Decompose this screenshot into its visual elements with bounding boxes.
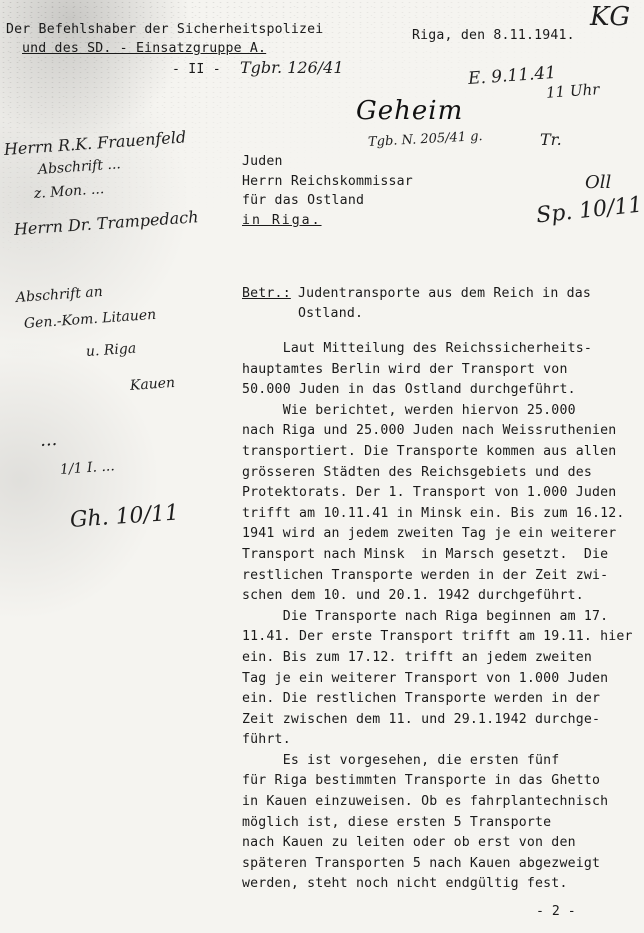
signature-right-2: Sp. 10/11	[534, 192, 644, 229]
body-line: trifft am 10.11.41 in Minsk ein. Bis zum 16.12.	[242, 505, 625, 521]
margin-note-3: z. Mon. ...	[33, 181, 105, 202]
body-line: 50.000 Juden in das Ostland durchgeführt.	[242, 382, 576, 398]
margin-note-8: Kauen	[129, 374, 176, 394]
body-line: Tag je ein weiterer Transport von 1.000 Juden	[242, 670, 609, 686]
body-line: ein. Bis zum 17.12. trifft an jedem zweiten	[242, 649, 593, 665]
body-line: ein. Die restlichen Transporte werden in der	[242, 691, 601, 707]
journal-number: Tgb. N. 205/41 g.	[367, 129, 484, 150]
geheim-stamp: Geheim	[356, 96, 464, 126]
office-code: - II -	[172, 62, 221, 77]
addressee-line-2: für das Ostland	[242, 193, 365, 208]
body-line: restlichen Transporte werden in der Zeit zwi-	[242, 567, 609, 583]
initial-mark: Tr.	[540, 130, 562, 149]
addressee-line-1: Herrn Reichskommissar	[242, 174, 413, 189]
body-line: grösseren Städten des Reichsgebiets und des	[242, 464, 593, 480]
corner-mark: KG	[590, 2, 631, 32]
body-line: Es ist vorgesehen, die ersten fünf	[242, 752, 560, 768]
body-line: Wie berichtet, werden hiervon 25.000	[242, 402, 576, 418]
body-line: 1941 wird an jedem zweiten Tag je ein weiterer	[242, 526, 617, 542]
margin-note-11: Gh. 10/11	[69, 500, 180, 533]
received-date: E. 9.11.41	[467, 62, 557, 90]
body-line: Laut Mitteilung des Reichssicherheits-	[242, 341, 593, 356]
margin-note-6: Gen.-Kom. Litauen	[23, 306, 157, 332]
body-line: nach Riga und 25.000 Juden nach Weissruthenien	[242, 423, 617, 439]
handwritten-reference: Tgbr. 126/41	[240, 58, 344, 77]
body-line: in Kauen einzuweisen. Ob es fahrplantechnisch	[242, 794, 609, 810]
margin-note-2: Abschrift ...	[37, 156, 122, 178]
body-line: späteren Transporten 5 nach Kauen abgezweigt	[242, 855, 601, 871]
subject-line-2: Ostland.	[298, 306, 364, 321]
body-line: nach Kauen zu leiten oder ob erst von den	[242, 835, 576, 851]
body-line: schen dem 10. und 20.1. 1942 durchgeführt.	[242, 588, 584, 604]
subject-label: Betr.:	[242, 286, 291, 301]
body-line: Die Transporte nach Riga beginnen am 17.	[242, 608, 609, 624]
body-line: transportiert. Die Transporte kommen aus allen	[242, 443, 617, 459]
margin-note-9: ...	[39, 428, 58, 451]
addressee-prefix: Juden	[242, 154, 283, 169]
signature-right-1: Oll	[585, 172, 612, 193]
page-number: - 2 -	[536, 904, 576, 919]
subject-line-1: Judentransporte aus dem Reich in das	[298, 286, 592, 301]
body-line: Protektorats. Der 1. Transport von 1.000 Juden	[242, 485, 617, 501]
body-line: Transport nach Minsk in Marsch gesetzt. Die	[242, 546, 609, 562]
body-line: führt.	[242, 732, 291, 748]
body-line: für Riga bestimmten Transporte in das Ghetto	[242, 773, 601, 789]
place-date: Riga, den 8.11.1941.	[412, 28, 575, 43]
received-ref: 11 Uhr	[545, 80, 600, 102]
body-line: hauptamtes Berlin wird der Transport von	[242, 361, 568, 377]
margin-note-5: Abschrift an	[15, 283, 104, 306]
body-line: Zeit zwischen dem 11. und 29.1.1942 durchge-	[242, 711, 601, 727]
body-line: 11.41. Der erste Transport trifft am 19.11. hier	[242, 629, 633, 645]
sender-line-1: Der Befehlshaber der Sicherheitspolizei	[6, 22, 324, 37]
margin-note-1: Herrn R.K. Frauenfeld	[3, 127, 187, 159]
margin-note-7: u. Riga	[85, 340, 137, 360]
body-line: möglich ist, diese ersten 5 Transporte	[242, 814, 552, 830]
sender-line-2: und des SD. - Einsatzgruppe A.	[22, 41, 267, 56]
addressee-line-3: in Riga.	[242, 213, 322, 228]
body-line: werden, steht noch nicht endgültig fest.	[242, 876, 568, 892]
margin-note-10: 1/1 I. ...	[59, 458, 116, 478]
letter-body	[242, 339, 633, 895]
margin-note-4: Herrn Dr. Trampedach	[13, 207, 200, 239]
